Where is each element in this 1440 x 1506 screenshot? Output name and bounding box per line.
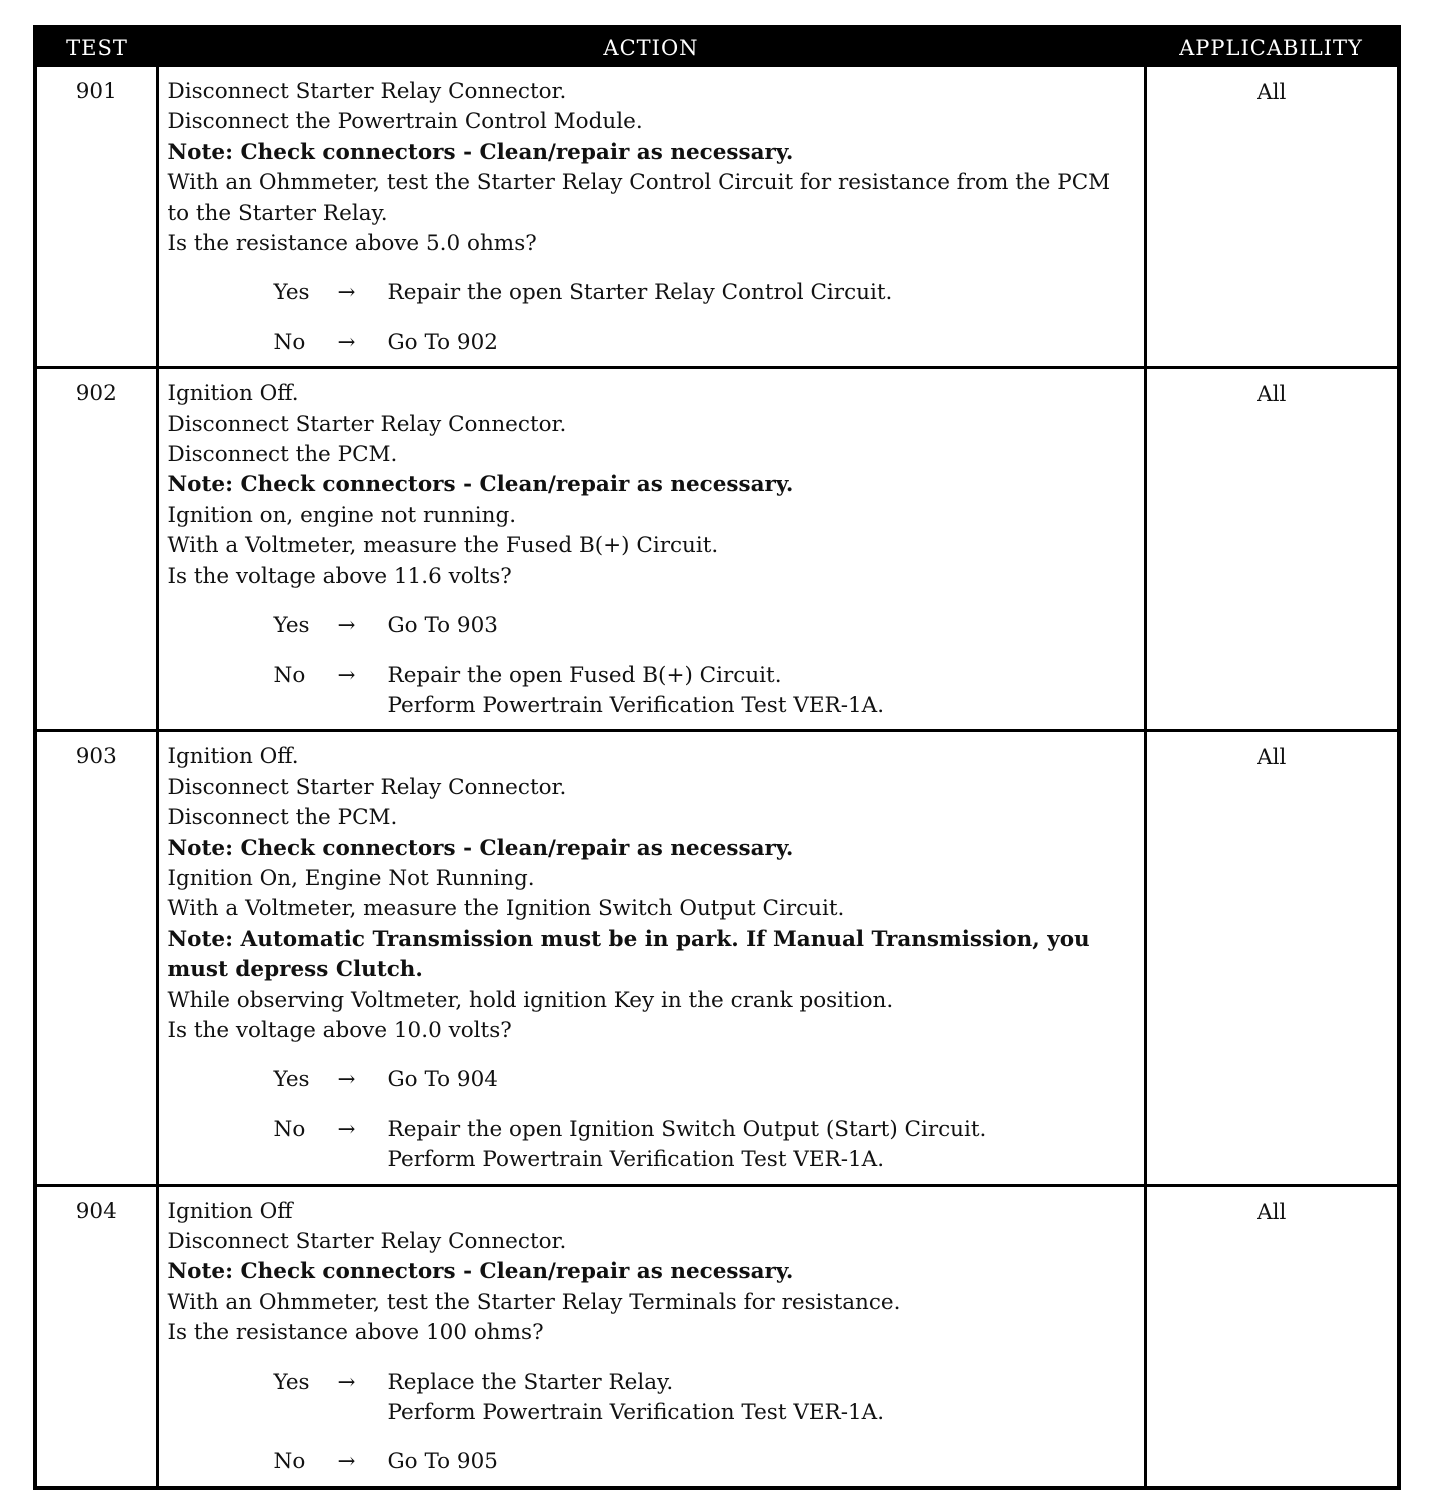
no-label: No — [273, 329, 306, 355]
table-header-row — [37, 29, 1397, 67]
table-row — [37, 1185, 1397, 1486]
applicability-value: All — [1145, 368, 1397, 731]
instruction-line: Disconnect the PCM. — [167, 805, 398, 831]
yes-result — [388, 1368, 1136, 1429]
note-line: Note: Check connectors - Clean/repair as necessary. — [167, 139, 794, 165]
table-row — [37, 67, 1397, 368]
result-line: Repair the open Ignition Switch Output (Start) Circuit. — [387, 1116, 987, 1142]
applicability-value: All — [1145, 1185, 1397, 1486]
instruction-line: While observing Voltmeter, hold ignition Key in the crank position. — [167, 987, 894, 1013]
diagnostic-test-table — [33, 25, 1401, 1490]
no-branch — [274, 1115, 1136, 1176]
instruction-line: With a Voltmeter, measure the Ignition Switch Output Circuit. — [167, 896, 845, 922]
action-cell — [157, 368, 1145, 731]
yes-label: Yes — [273, 280, 310, 306]
right-arrow-icon: → — [337, 1369, 356, 1395]
yes-label: Yes — [273, 1369, 310, 1395]
instruction-line: Disconnect Starter Relay Connector. — [167, 774, 567, 800]
right-arrow-icon: → — [337, 613, 356, 639]
test-number: 902 — [37, 368, 157, 731]
result-line: Repair the open Fused B(+) Circuit. — [387, 662, 782, 688]
result-line: Go To 905 — [387, 1449, 498, 1475]
note-line: Note: Check connectors - Clean/repair as necessary. — [167, 472, 794, 498]
instruction-line: Ignition Off — [167, 1198, 293, 1224]
action-cell — [157, 1185, 1145, 1486]
yes-branch — [274, 1368, 1136, 1429]
right-arrow-icon: → — [337, 662, 356, 688]
right-arrow-icon: → — [337, 329, 356, 355]
result-line: Repair the open Starter Relay Control Circuit. — [387, 280, 893, 306]
no-branch — [274, 661, 1136, 722]
instruction-line: With an Ohmmeter, test the Starter Relay Control Circuit for resistance from the PCM to the Starter Relay. — [167, 170, 1111, 226]
instruction-line: Disconnect Starter Relay Connector. — [167, 1229, 567, 1254]
yes-branch — [274, 1065, 1136, 1095]
instruction-line: Ignition On, Engine Not Running. — [167, 865, 535, 891]
result-line: Perform Powertrain Verification Test VER-1A. — [387, 1147, 885, 1173]
no-result — [388, 328, 1136, 358]
yes-branch — [274, 611, 1136, 641]
right-arrow-icon: → — [337, 280, 356, 306]
note-line: Note: Check connectors - Clean/repair as necessary. — [167, 1259, 794, 1285]
yes-result — [388, 278, 1136, 308]
note-line: Note: Automatic Transmission must be in park. If Manual Transmission, you must depress Clutch. — [167, 926, 1090, 983]
instruction-line: Is the voltage above 10.0 volts? — [167, 1017, 512, 1043]
applicability-value: All — [1257, 80, 1287, 105]
right-arrow-icon: → — [337, 1449, 356, 1475]
yes-result — [388, 1065, 1136, 1095]
table-row — [37, 368, 1397, 731]
instruction-line: With an Ohmmeter, test the Starter Relay Terminals for resistance. — [167, 1289, 901, 1315]
no-result — [388, 661, 1136, 722]
no-result — [388, 1115, 1136, 1176]
table-row — [37, 731, 1397, 1185]
no-label: No — [273, 1116, 306, 1142]
yes-result — [388, 611, 1136, 641]
yes-label: Yes — [273, 1067, 310, 1093]
test-number: 901 — [37, 67, 157, 368]
no-result — [388, 1447, 1136, 1477]
no-label: No — [273, 662, 306, 688]
instruction-line: Disconnect the Powertrain Control Module. — [167, 109, 643, 135]
instruction-line: Is the resistance above 100 ohms? — [167, 1320, 544, 1346]
test-number: 903 — [37, 731, 157, 1185]
right-arrow-icon: → — [337, 1116, 356, 1142]
result-line: Go To 903 — [387, 613, 498, 639]
header-test: TEST — [37, 29, 157, 67]
no-branch — [274, 328, 1136, 358]
result-line: Replace the Starter Relay. — [387, 1369, 674, 1395]
no-label: No — [273, 1449, 306, 1475]
instruction-line: Ignition on, engine not running. — [167, 502, 517, 528]
action-cell — [157, 67, 1145, 368]
instruction-line: Disconnect Starter Relay Connector. — [167, 79, 567, 104]
instruction-line: With a Voltmeter, measure the Fused B(+) Circuit. — [167, 533, 719, 559]
instruction-line: Disconnect the PCM. — [167, 442, 398, 468]
header-action: ACTION — [157, 29, 1145, 67]
table-body — [37, 67, 1397, 1486]
no-branch — [274, 1447, 1136, 1477]
instruction-line: Disconnect Starter Relay Connector. — [167, 411, 567, 437]
note-line: Note: Check connectors - Clean/repair as necessary. — [167, 835, 794, 861]
action-cell — [157, 731, 1145, 1185]
test-table — [37, 29, 1397, 1486]
instruction-line: Ignition Off. — [167, 381, 299, 407]
result-line: Perform Powertrain Verification Test VER-1A. — [387, 692, 885, 718]
yes-branch — [274, 278, 1136, 308]
yes-label: Yes — [273, 613, 310, 639]
result-line: Perform Powertrain Verification Test VER-1A. — [387, 1400, 885, 1426]
right-arrow-icon: → — [337, 1067, 356, 1093]
instruction-line: Ignition Off. — [167, 744, 299, 770]
header-applicability: APPLICABILITY — [1145, 29, 1397, 67]
result-line: Go To 902 — [387, 329, 498, 355]
instruction-line: Is the resistance above 5.0 ohms? — [167, 231, 537, 257]
instruction-line: Is the voltage above 11.6 volts? — [167, 563, 512, 589]
result-line: Go To 904 — [387, 1067, 498, 1093]
test-number: 904 — [37, 1185, 157, 1486]
applicability-value: All — [1145, 731, 1397, 1185]
